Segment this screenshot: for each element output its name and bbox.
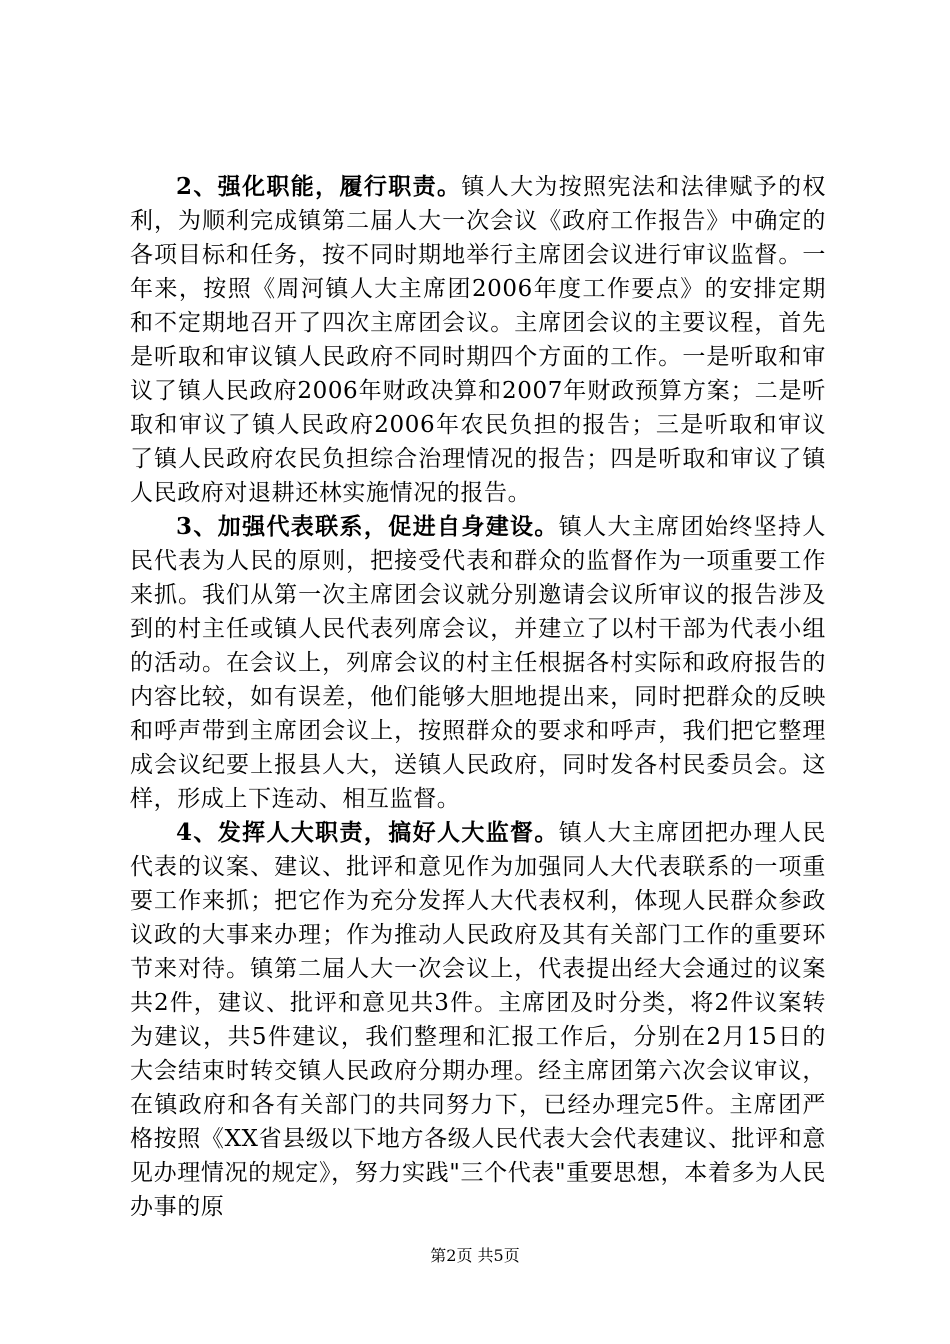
paragraph-2-text: 镇人大为按照宪法和法律赋予的权利，为顺利完成镇第二届人大一次会议《政府工作报告》中确定的各项目标和任务，按不同时期地举行主席团会议进行审议监督。一年来，按照《周河镇人大主席团2006年度工作要点》的安排定期和不定期地召开了四次主席团会议。主席团会议的主要议程，首先是听取和审议镇人民政府不同时期四个方面的工作。一是听取和审议了镇人民政府2006年财政决算和2007年财政预算方案；二是听取和审议了镇人民政府2006年农民负担的报告；三是听取和审议了镇人民政府农民负担综合治理情况的报告；四是听取和审议了镇人民政府对退耕还林实施情况的报告。	[130, 174, 826, 506]
paragraph-4-heading: 4、发挥人大职责，搞好人大监督。	[176, 819, 559, 846]
paragraph-3-text: 镇人大主席团始终坚持人民代表为人民的原则，把接受代表和群众的监督作为一项重要工作来抓。我们从第一次主席团会议就分别邀请会议所审议的报告涉及到的村主任或镇人民代表列席会议，并建立了以村干部为代表小组的活动。在会议上，列席会议的村主任根据各村实际和政府报告的内容比较，如有误差，他们能够大胆地提出来，同时把群众的反映和呼声带到主席团会议上，按照群众的要求和呼声，我们把它整理成会议纪要上报县人大，送镇人民政府，同时发各村民委员会。这样，形成上下连动、相互监督。	[130, 514, 826, 812]
paragraph-4-text: 镇人大主席团把办理人民代表的议案、建议、批评和意见作为加强同人大代表联系的一项重要工作来抓；把它作为充分发挥人大代表权利，体现人民群众参政议政的大事来办理；作为推动人民政府及其有关部门工作的重要环节来对待。镇第二届人大一次会议上，代表提出经大会通过的议案共2件，建议、批评和意见共3件。主席团及时分类，将2件议案转为建议，共5件建议，我们整理和汇报工作后，分别在2月15日的大会结束时转交镇人民政府分期办理。经主席团第六次会议审议，在镇政府和各有关部门的共同努力下，已经办理完5件。主席团严格按照《XX省县级以下地方各级人民代表大会代表建议、批评和意见办理情况的规定》，努力实践"三个代表"重要思想，本着多为人民办事的原	[130, 820, 826, 1220]
paragraph-2-heading: 2、强化职能，履行职责。	[176, 173, 462, 200]
paragraph-3-heading: 3、加强代表联系，促进自身建设。	[176, 513, 559, 540]
page-number-footer: 第2页 共5页	[430, 1246, 520, 1265]
paragraph-2	[130, 170, 826, 510]
document-body	[130, 170, 826, 1224]
paragraph-3	[130, 510, 826, 816]
paragraph-4	[130, 816, 826, 1224]
